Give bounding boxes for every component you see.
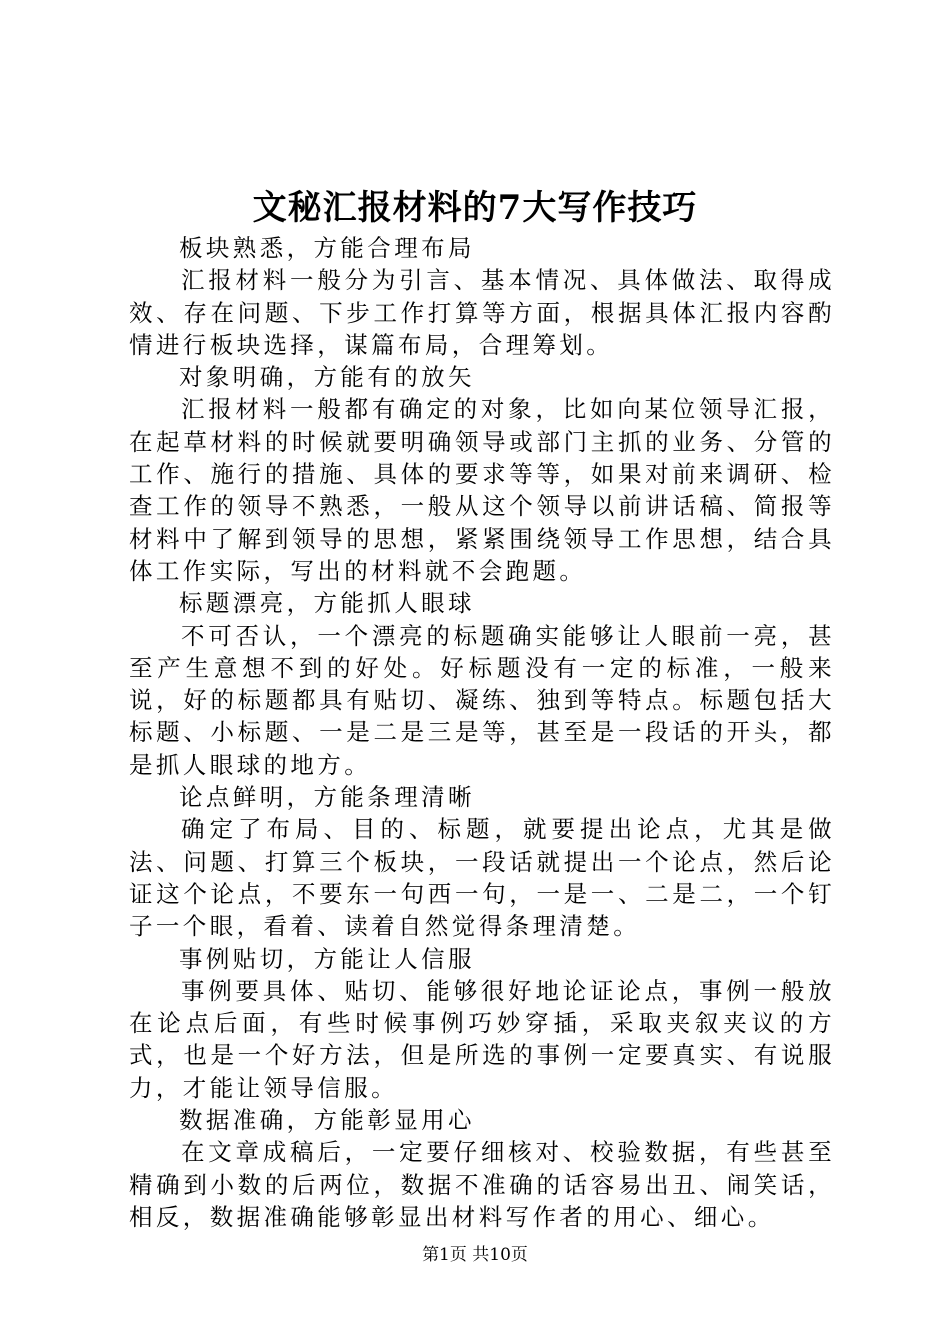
section-heading: 板块熟悉，方能合理布局 [179,234,475,262]
page-footer: 第1页 共10页 [422,1245,528,1265]
document-body [129,232,835,1233]
section-heading: 数据准确，方能彰显用心 [179,1106,475,1135]
section-paragraph: 不可否认，一个漂亮的标题确实能够让人眼前一亮，甚至产生意想不到的好处。好标题没有一定的标准，一般来说，好的标题都具有贴切、凝练、独到等特点。标题包括大标题、小标题、一是二是三是等，甚至是一段话的开头，都是抓人眼球的地方。 [129,621,835,779]
section-heading: 对象明确，方能有的放矢 [179,363,475,392]
section-paragraph: 事例要具体、贴切、能够很好地论证论点，事例一般放在论点后面，有些时候事例巧妙穿插，采取夹叙夹议的方式，也是一个好方法，但是所选的事例一定要真实、有说服力，才能让领导信服。 [129,976,835,1102]
section-paragraph: 确定了布局、目的、标题，就要提出论点，尤其是做法、问题、打算三个板块，一段话就提出一个论点，然后论证这个论点，不要东一句西一句，一是一、二是二，一个钉子一个眼，看着、读着自然觉得条理清楚。 [129,815,835,941]
section-paragraph: 在文章成稿后，一定要仔细核对、校验数据，有些甚至精确到小数的后两位，数据不准确的话容易出丑、闹笑话，相反，数据准确能够彰显出材料写作者的用心、细心。 [129,1138,835,1231]
section-heading: 论点鲜明，方能条理清晰 [179,783,475,812]
document-title: 文秘汇报材料的7大写作技巧 [252,188,698,228]
section-heading: 事例贴切，方能让人信服 [179,944,475,973]
section-heading: 标题漂亮，方能抓人眼球 [179,589,475,618]
section-paragraph: 汇报材料一般都有确定的对象，比如向某位领导汇报，在起草材料的时候就要明确领导或部门主抓的业务、分管的工作、施行的措施、具体的要求等等，如果对前来调研、检查工作的领导不熟悉，一般从这个领导以前讲话稿、简报等材料中了解到领导的思想，紧紧围绕领导工作思想，结合具体工作实际，写出的材料就不会跑题。 [129,395,835,585]
section-paragraph: 汇报材料一般分为引言、基本情况、具体做法、取得成效、存在问题、下步工作打算等方面，根据具体汇报内容酌情进行板块选择，谋篇布局，合理筹划。 [129,266,835,359]
